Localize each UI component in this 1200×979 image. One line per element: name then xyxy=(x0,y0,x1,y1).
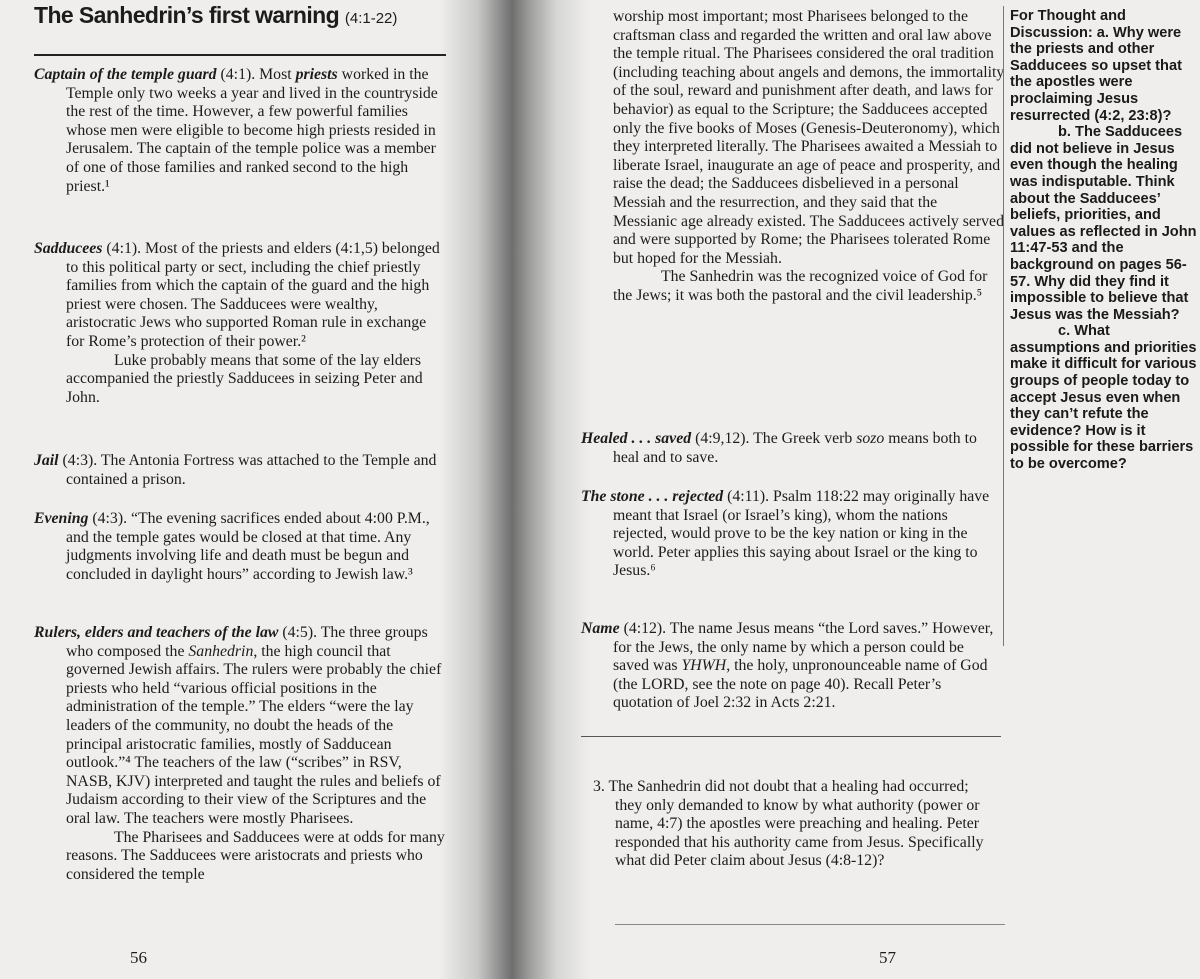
entry-body: The Antonia Fortress was attached to the Temple and contained a prison. xyxy=(66,452,437,488)
entry-evening xyxy=(34,510,446,584)
discussion-question-c: c. What assumptions and priorities make it difficult for various groups of people today to accept Jesus even when they can’t refute the evidence? How is it possible for these barriers to be overcome? xyxy=(1010,323,1197,473)
entry-body-pre: Most xyxy=(259,66,296,83)
sidebar-divider xyxy=(1003,6,1004,646)
entry-ref: (4:12). xyxy=(623,620,667,637)
entry-ref: (4:9,12). xyxy=(695,430,750,447)
entry-stone xyxy=(581,488,1001,581)
entry-ref: (4:1). xyxy=(106,240,142,257)
entry-ref: (4:1). xyxy=(220,66,256,83)
discussion-sidebar xyxy=(1010,8,1198,648)
entry-sadducees xyxy=(34,240,446,407)
entry-ref: (4:11). xyxy=(727,488,770,505)
answer-line xyxy=(615,924,1005,925)
continuation-text xyxy=(613,8,1005,306)
entry-term: The stone . . . rejected xyxy=(581,488,724,505)
entry-body-continued: Luke probably means that some of the lay elders accompanied the priestly Sadducees in seizing Peter and John. xyxy=(66,351,423,406)
section-divider xyxy=(581,736,1001,737)
entry-term: Jail xyxy=(34,452,59,469)
page-number-left: 56 xyxy=(130,948,147,967)
entry-emphasis: Sanhedrin xyxy=(188,642,254,660)
study-question-3: 3. The Sanhedrin did not doubt that a healing had occurred; they only demanded to know by what authority (power or name, 4:7) the apostles were preaching and healing. Peter responded that his authority came from Jesus. Specifically what did Peter claim about Jesus (4:8-12)? xyxy=(593,778,984,870)
entry-term: Name xyxy=(581,620,620,637)
entry-ref: (4:5). xyxy=(282,624,318,641)
entry-body: Psalm 118:22 may originally have meant that Israel (or Israel’s king), whom the nations rejected, would prove to be the key nation or king in the world. Peter applies this saying about Israel or the king to Jesus.⁶ xyxy=(613,488,990,580)
continuation-paragraph-2: The Sanhedrin was the recognized voice of God for the Jews; it was both the pastoral and the civil leadership.⁵ xyxy=(613,268,988,304)
sidebar-heading: For Thought and Discussion: xyxy=(1010,8,1126,41)
entry-name xyxy=(581,620,1001,713)
entry-body: , the holy, unpronounceable name of God (the LORD, see the note on page 40). Recall Peter’s quotation of Joel 2:32 in Acts 2:21. xyxy=(613,657,988,712)
entry-body: Most of the priests and elders (4:1,5) belonged to this political party or sect, including the chief priestly families from which the captain of the guard and the high priest were chosen. The Sadducees were wealthy, aristocratic Jews who supported Roman rule in exchange for Rome’s protection of their power.² xyxy=(66,240,440,350)
entry-body-pre: The name Jesus means “the Lord saves.” However, for the Jews, the only name by which a person could be saved was xyxy=(613,620,994,675)
discussion-question-b: b. The Sadducees did not believe in Jesus even though the healing was indisputable. Think about the Sadducees’ beliefs, priorities, and values as reflected in John 11:47-53 and the background on pages 56-57. Why did they find it impossible to believe that Jesus was the Messiah? xyxy=(1010,124,1197,323)
entry-captain xyxy=(34,66,446,196)
entry-body: means both to heal and to save. xyxy=(613,430,977,466)
entry-body: worked in the Temple only two weeks a year and lived in the countryside the rest of the time. However, a few powerful families whose men were eligible to become high priests resided in Jerusalem. The captain of the temple police was a member of one of those families and ranked second to the high priest.¹ xyxy=(66,66,438,195)
entry-term: Evening xyxy=(34,510,89,527)
page-title xyxy=(34,2,454,32)
left-page xyxy=(0,0,460,979)
entry-jail xyxy=(34,452,446,489)
entry-body-pre: The Greek verb xyxy=(753,430,857,447)
entry-healed xyxy=(581,430,1001,467)
discussion-question-a xyxy=(1010,8,1198,124)
entry-term: Sadducees xyxy=(34,240,103,257)
entry-emphasis: priests xyxy=(295,66,338,83)
entry-body-continued: The Pharisees and Sadducees were at odds for many reasons. The Sadducees were aristocrats and priests who considered the temple xyxy=(66,828,445,883)
book-gutter-shadow xyxy=(440,0,590,979)
entry-body: “The evening sacrifices ended about 4:00 P.M., and the temple gates would be closed at that time. Any judgments involving life and death must be begun and concluded in daylight hours” according to Jewish law.³ xyxy=(66,510,430,583)
entry-emphasis: sozo xyxy=(856,430,885,447)
entry-ref: (4:3). xyxy=(92,510,128,527)
entry-rulers xyxy=(34,624,446,884)
entry-term: Captain of the temple guard xyxy=(34,66,217,83)
entry-term: Rulers, elders and teachers of the law xyxy=(34,624,279,641)
entry-body-pre: The three groups who composed the xyxy=(66,624,428,660)
title-text: The Sanhedrin’s first warning xyxy=(34,2,340,28)
entry-emphasis: YHWH xyxy=(681,657,727,675)
title-rule xyxy=(34,54,446,56)
title-reference: (4:1-22) xyxy=(344,10,398,27)
entry-ref: (4:3). xyxy=(62,452,98,469)
question-a-text: a. Why were the priests and other Sadducees so upset that the apostles were proclaiming Jesus resurrected (4:2, 23:8)? xyxy=(1010,24,1182,124)
entry-term: Healed . . . saved xyxy=(581,430,692,447)
continuation-paragraph: worship most important; most Pharisees belonged to the craftsman class and regarded the written and oral law above the temple ritual. The Pharisees considered the oral tradition (including teaching about angels and demons, the immortality of the soul, reward and punishment after death, and laws for behavior) as equal to the Scripture; the Sadducees accepted only the five books of Moses (Genesis-Deuteronomy), which they interpreted literally. The Pharisees awaited a Messiah to liberate Israel, inaugurate an age of peace and prosperity, and raise the dead; the Sadducees disbelieved in a personal Messiah and the resurrection, and they said that the Messianic age already existed. The Sadducees actively served and were supported by Rome; the Pharisees tolerated Rome but hoped for the Messiah. xyxy=(613,8,1005,267)
entry-body: , the high council that governed Jewish affairs. The rulers were probably the chief priests who held “various official positions in the administration of the temple.” The elders “were the lay leaders of the community, no doubt the heads of the principal aristocratic families, mostly of Sadducean outlook.”⁴ The teachers of the law (“scribes” in RSV, NASB, KJV) interpreted and taught the rules and beliefs of Judaism according to their view of the Scriptures and the oral law. The teachers were mostly Pharisees. xyxy=(66,642,442,827)
page-number-right: 57 xyxy=(879,948,896,967)
